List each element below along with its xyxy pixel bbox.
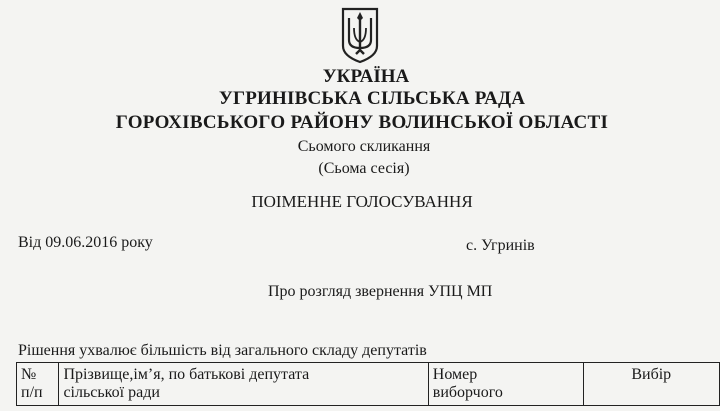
document-title: ПОІМЕННЕ ГОЛОСУВАННЯ [251,192,473,211]
decision-note: Рішення ухвалює більшість від загального складу депутатів [18,342,427,359]
district-heading: ГОРОХІВСЬКОГО РАЙОНУ ВОЛИНСЬКОЇ ОБЛАСТІ [115,112,609,133]
choice-header: Вибір [583,363,719,406]
trident-coat-of-arms-icon [339,6,381,64]
number-header: № п/п [17,363,59,406]
date-line: Від 09.06.2016 року [18,234,153,251]
subject-line: Про розгляд звернення УПЦ МП [268,283,493,300]
council-heading: УГРИНІВСЬКА СІЛЬСЬКА РАДА [218,88,526,109]
district-number-header: Номер виборчого [428,363,583,406]
votes-table [16,362,720,406]
session-line: (Сьома сесія) [318,160,410,177]
name-header: Прізвище,ім’я, по батькові депутата сільської ради [59,363,428,406]
convocation-line: Сьомого скликання [297,138,431,155]
place-line: с. Угринів [466,237,535,254]
country-heading: УКРАЇНА [322,66,410,87]
table-header-row [17,363,720,406]
